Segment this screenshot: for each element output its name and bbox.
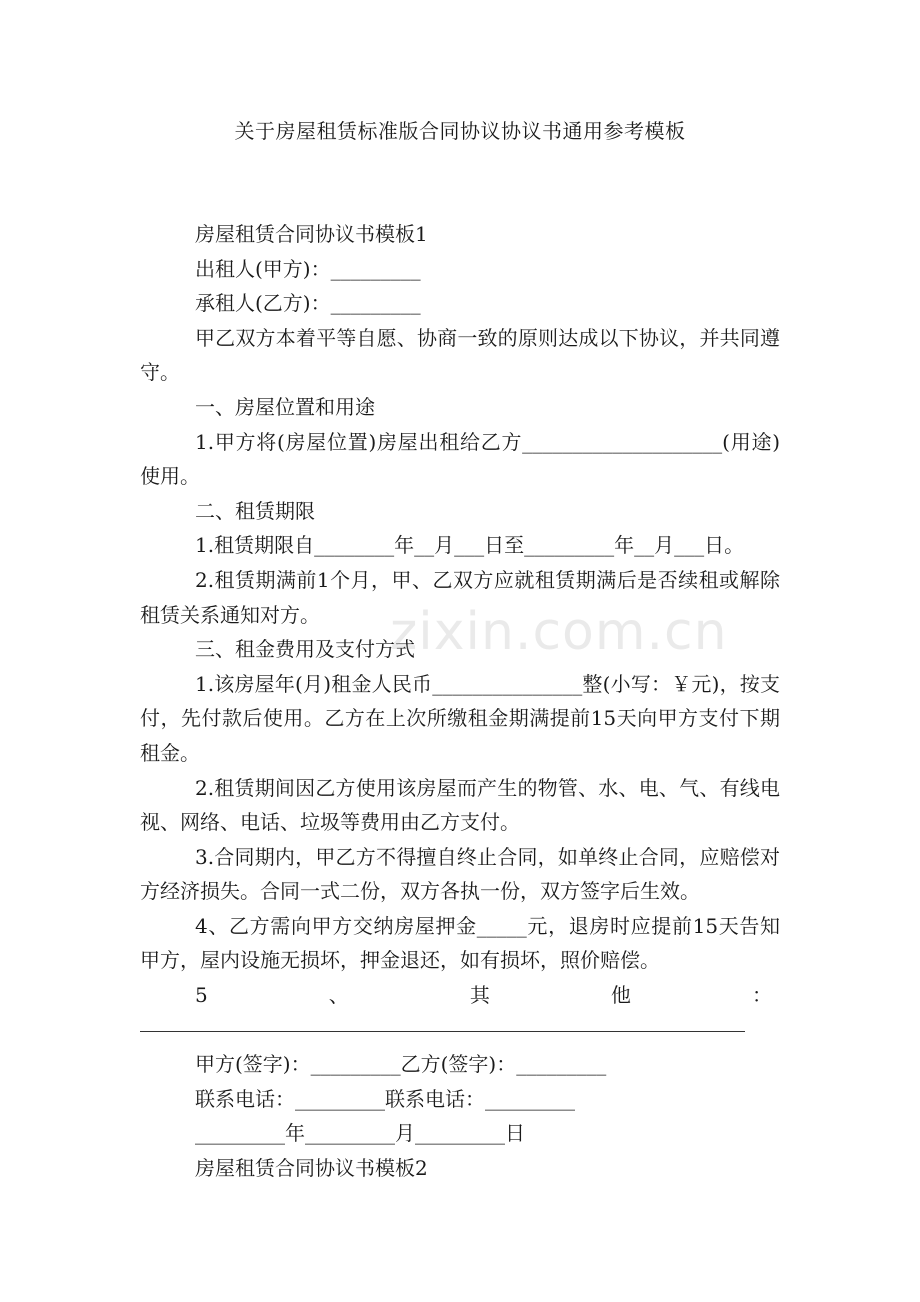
- section-2-heading: 二、租赁期限: [195, 498, 315, 523]
- clause-5-other: [140, 978, 780, 1013]
- lessor-line: 出租人(甲方)：_________: [195, 256, 421, 281]
- lessee-line: 承租人(乙方)：_________: [195, 291, 421, 316]
- clause-3-2: 2.租赁期间因乙方使用该房屋而产生的物管、水、电、气、有线电视、网络、电话、垃圾等费用由乙方支付。: [140, 775, 780, 835]
- clause-2-2: 2.租赁期满前1个月，甲、乙双方应就租赁期满后是否续租或解除租赁关系通知对方。: [140, 567, 780, 627]
- section-1-heading: 一、房屋位置和用途: [195, 394, 375, 419]
- clause-3-1: 1.该房屋年(月)租金人民币_______________整(小写：￥元)，按支付，先付款后使用。乙方在上次所缴租金期满提前15天向甲方支付下期租金。: [140, 671, 780, 765]
- document-title: 关于房屋租赁标准版合同协议协议书通用参考模板: [234, 119, 686, 143]
- template-heading-2: 房屋租赁合同协议书模板2: [195, 1156, 428, 1181]
- watermark: zixin.com.cn: [390, 602, 728, 662]
- signature-line: 甲方(签字)：_________乙方(签字)：_________: [195, 1052, 607, 1077]
- agreement-intro: 甲乙双方本着平等自愿、协商一致的原则达成以下协议，并共同遵守。: [140, 325, 780, 385]
- phone-line: 联系电话：_________联系电话：_________: [195, 1086, 575, 1111]
- clause-2-1: 1.租赁期限自________年__月___日至_________年__月___日。: [195, 533, 745, 558]
- clause-1-1: 1.甲方将(房屋位置)房屋出租给乙方____________________(用途)使用。: [140, 429, 780, 489]
- clause-5-separator: 、: [328, 983, 349, 1008]
- clause-5-colon: ：: [751, 983, 772, 1008]
- clause-3-3: 3.合同期内，甲乙方不得擅自终止合同，如单终止合同，应赔偿对方经济损失。合同一式二份，双方各执一份，双方签字后生效。: [140, 844, 780, 904]
- template-heading-1: 房屋租赁合同协议书模板1: [195, 222, 428, 246]
- clause-4: 4、乙方需向甲方交纳房屋押金_____元，退房时应提前15天告知甲方，屋内设施无损坏，押金退还，如有损坏，照价赔偿。: [140, 913, 780, 973]
- clause-5-char-2: 他: [610, 983, 631, 1008]
- date-line: _________年_________月_________日: [195, 1121, 525, 1146]
- blank-underline: [140, 1031, 745, 1032]
- section-3-heading: 三、租金费用及支付方式: [195, 637, 415, 662]
- clause-5-char-1: 其: [469, 983, 490, 1008]
- clause-5-blank: [140, 1013, 780, 1048]
- document-body: [140, 217, 780, 1186]
- clause-5-number: 5: [195, 983, 208, 1008]
